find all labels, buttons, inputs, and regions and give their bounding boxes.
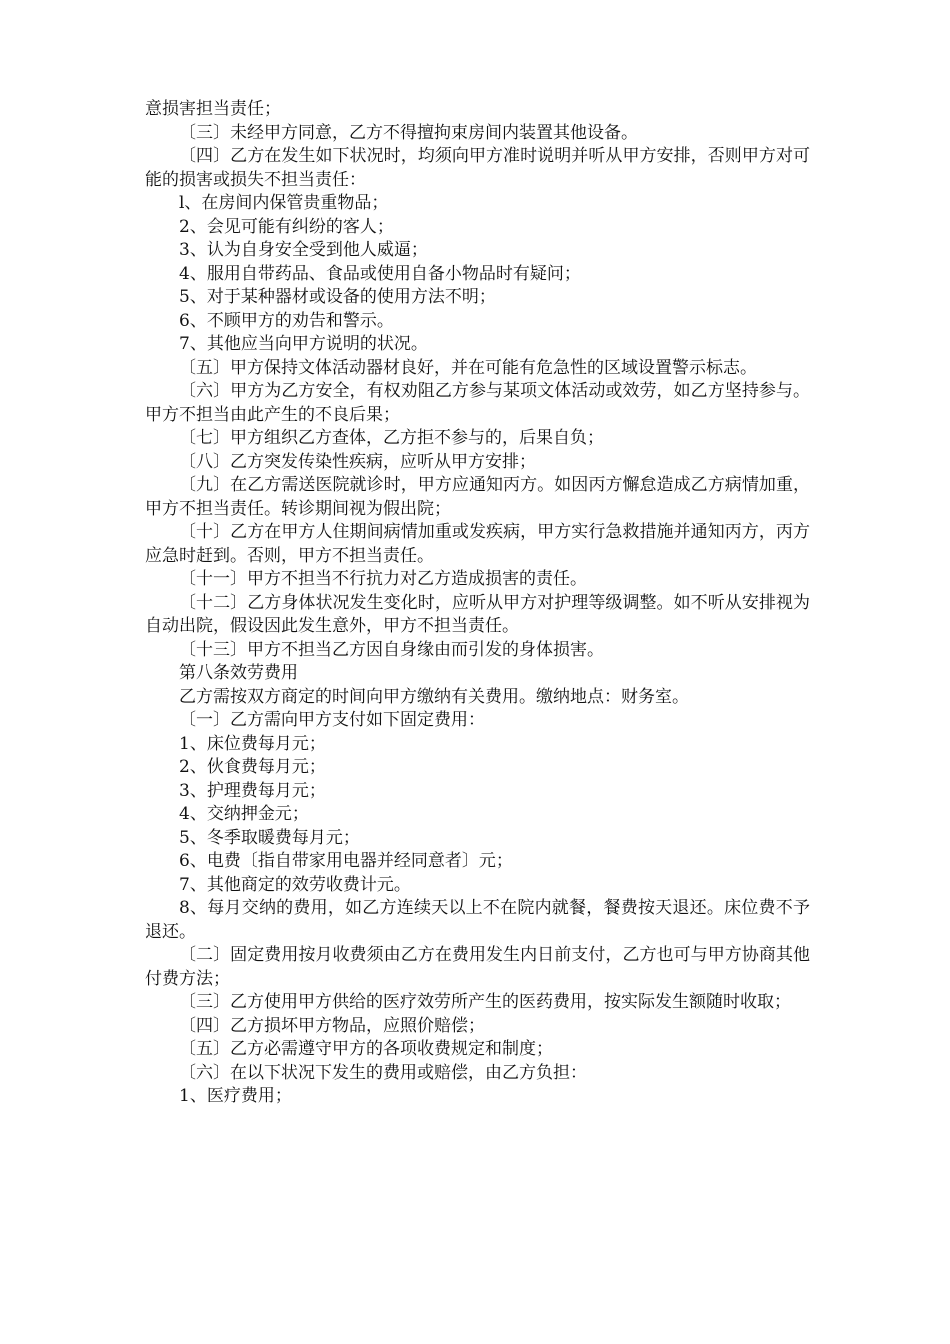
paragraph: l、在房间内保管贵重物品； [179,193,389,213]
paragraph: 〔十一〕甲方不担当不行抗力对乙方造成损害的责任。 [179,569,587,589]
paragraph: 6、不顾甲方的劝告和警示。 [179,310,394,331]
paragraph: 第八条效劳费用 [179,663,298,683]
paragraph: 〔三〕乙方使用甲方供给的医疗效劳所产生的医药费用，按实际发生额随时收取； [179,992,791,1012]
paragraph: 〔五〕乙方必需遵守甲方的各项收费规定和制度； [179,1039,553,1059]
paragraph: 5、冬季取暖费每月元； [179,827,360,848]
paragraph: 3、护理费每月元； [179,780,326,801]
paragraph: 〔一〕乙方需向甲方支付如下固定费用： [179,710,485,730]
paragraph: 2、会见可能有纠纷的客人； [179,216,394,237]
paragraph: 〔三〕未经甲方同意，乙方不得擅拘束房间内装置其他设备。 [179,122,638,143]
paragraph: 3、认为自身安全受到他人威逼； [179,240,428,260]
paragraph: 2、伙食费每月元； [179,757,326,777]
paragraph: 〔十三〕甲方不担当乙方因自身缘由而引发的身体损害。 [179,639,604,660]
paragraph: 〔十二〕乙方身体状况发生变化时，应听从甲方对护理等级调整。如不听从安排视为自动出院，假设因此发生意外，甲方不担当责任。 [145,592,810,636]
paragraph: 4、交纳押金元； [179,804,309,824]
paragraph: 〔四〕乙方在发生如下状况时，均须向甲方准时说明并听从甲方安排，否则甲方对可能的损害或损失不担当责任： [145,146,810,190]
paragraph: 〔十〕乙方在甲方人住期间病情加重或发疾病，甲方实行急救措施并通知丙方，丙方应急时赶到。否则，甲方不担当责任。 [145,522,810,566]
paragraph: 意损害担当责任； [145,99,281,119]
paragraph: 1、医疗费用； [179,1086,292,1106]
paragraph: 6、电费〔指自带家用电器并经同意者〕元； [179,851,513,871]
paragraph: 〔六〕在以下状况下发生的费用或赔偿，由乙方负担： [179,1062,587,1083]
paragraph: 7、其他商定的效劳收费计元。 [179,874,411,895]
paragraph: 乙方需按双方商定的时间向甲方缴纳有关费用。缴纳地点：财务室。 [179,686,689,707]
paragraph: 4、服用自带药品、食品或使用自备小物品时有疑问； [179,263,581,284]
paragraph: 〔五〕甲方保持文体活动器材良好，并在可能有危急性的区域设置警示标志。 [179,357,757,378]
paragraph: 〔七〕甲方组织乙方查体，乙方拒不参与的，后果自负； [179,428,604,448]
document-body [145,98,810,1109]
paragraph: 5、对于某种器材或设备的使用方法不明； [179,287,496,307]
paragraph: 〔二〕固定费用按月收费须由乙方在费用发生内日前支付，乙方也可与甲方协商其他付费方法； [145,945,810,989]
paragraph: 1、床位费每月元； [179,733,326,754]
paragraph: 8、每月交纳的费用，如乙方连续天以上不在院内就餐，餐费按天退还。床位费不予退还。 [145,898,810,942]
paragraph: 〔八〕乙方突发传染性疾病，应听从甲方安排； [179,451,536,472]
paragraph: 7、其他应当向甲方说明的状况。 [179,334,428,354]
paragraph: 〔四〕乙方损坏甲方物品，应照价赔偿； [179,1015,485,1036]
paragraph: 〔九〕在乙方需送医院就诊时，甲方应通知丙方。如因丙方懈怠造成乙方病情加重，甲方不担当责任。转诊期间视为假出院； [145,475,810,519]
paragraph: 〔六〕甲方为乙方安全，有权劝阻乙方参与某项文体活动或效劳，如乙方坚持参与。甲方不担当由此产生的不良后果； [145,381,810,425]
